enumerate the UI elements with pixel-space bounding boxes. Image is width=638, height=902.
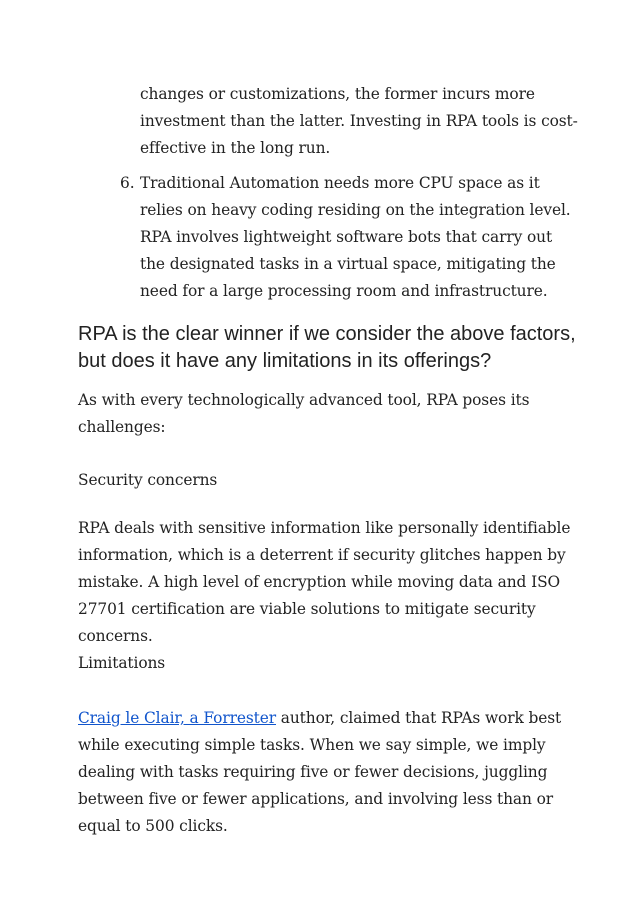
list-item-text: Traditional Automation needs more CPU space as it relies on heavy coding residing on the integration level. RPA involves lightweight software bots that carry out the designated tasks in a virtual space, mitigating the need for a large processing room and infrastructure. bbox=[140, 174, 571, 300]
list-item-6 bbox=[78, 170, 578, 305]
intro-paragraph: As with every technologically advanced tool, RPA poses its challenges: bbox=[78, 391, 530, 436]
list-item-number: 6. bbox=[120, 174, 135, 192]
list-item-text: changes or customizations, the former incurs more investment than the latter. Investing in RPA tools is cost-effective in the long run. bbox=[140, 85, 578, 157]
section-heading: RPA is the clear winner if we consider the above factors, but does it have any limitations in its offerings? bbox=[78, 323, 576, 372]
limitations-title: Limitations bbox=[78, 654, 166, 672]
security-concerns-title: Security concerns bbox=[78, 471, 218, 489]
list-item-5-continuation bbox=[78, 81, 578, 162]
security-concerns-body: RPA deals with sensitive information like personally identifiable information, which is a deterrent if security glitches happen by mistake. A high level of encryption while moving data and ISO 27701 certification are viable solutions to mitigate security concerns. bbox=[78, 519, 571, 645]
limitations-body bbox=[78, 705, 578, 840]
limitations-body-text: author, claimed that RPAs work best while executing simple tasks. When we say simple, we imply dealing with tasks requiring five or fewer decisions, juggling between five or fewer applications, and involving less than or equal to 500 clicks. bbox=[78, 709, 562, 835]
numbered-list bbox=[78, 81, 578, 305]
forrester-author-link[interactable]: Craig le Clair, a Forrester bbox=[78, 709, 276, 727]
